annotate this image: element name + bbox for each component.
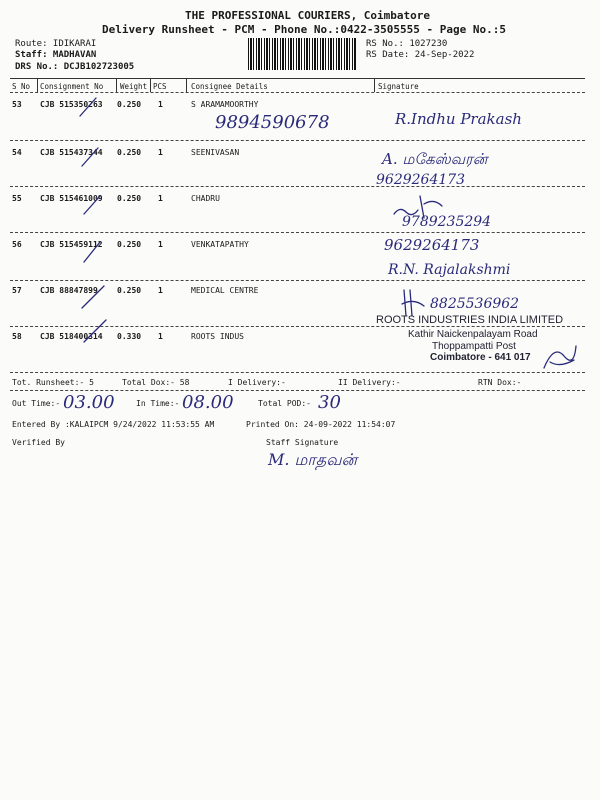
row-consignment: CJB 515461009 — [40, 194, 103, 203]
total-pod-value: 30 — [318, 392, 341, 413]
row-consignee: MEDICAL CENTRE — [191, 286, 259, 295]
staff-signature-label: Staff Signature — [266, 438, 339, 447]
handwritten-phone: 9894590678 — [215, 112, 330, 133]
i-delivery: I Delivery:- — [228, 378, 286, 387]
row-weight: 0.250 — [117, 240, 142, 249]
staff-signature: M. மாதவன் — [268, 450, 358, 469]
col-divider — [150, 78, 151, 92]
row-consignment: CJB 88847899 — [40, 286, 98, 295]
row-signature: 9789235294 — [402, 214, 492, 230]
row-sno: 56 — [12, 240, 22, 249]
stamp-company: ROOTS INDUSTRIES INDIA LIMITED — [376, 314, 564, 326]
row-sno: 58 — [12, 332, 22, 341]
col-pcs: PCS — [153, 82, 167, 91]
row-consignee: VENKATAPATHY — [191, 240, 249, 249]
row-sno: 55 — [12, 194, 22, 203]
entered-by: Entered By :KALAIPCM 9/24/2022 11:53:55 AM — [12, 420, 215, 429]
printed-on: Printed On: 24-09-2022 11:54:07 — [246, 420, 396, 429]
header-rule — [10, 92, 585, 93]
row-weight: 0.250 — [117, 100, 142, 109]
row-pcs: 1 — [158, 194, 163, 203]
row-pcs: 1 — [158, 332, 163, 341]
col-divider — [116, 78, 117, 92]
col-weight: Weight — [120, 82, 148, 91]
row-consignee: SEENIVASAN — [191, 148, 240, 157]
row-consignment: CJB 518400314 — [40, 332, 103, 341]
row-pcs: 1 — [158, 240, 163, 249]
stamp-address-2: Thoppampatti Post — [432, 341, 516, 352]
ii-delivery: II Delivery:- — [338, 378, 401, 387]
table-top-rule — [10, 78, 585, 79]
out-time-label: Out Time:- — [12, 399, 61, 408]
col-consignment: Consignment No — [40, 82, 104, 91]
total-runsheet: Tot. Runsheet:- 5 — [12, 378, 94, 387]
row-consignee: CHADRU — [191, 194, 220, 203]
total-dox: Total Dox:- 58 — [122, 378, 190, 387]
row-consignee: ROOTS INDUS — [191, 332, 244, 341]
row-signature-phone: 9629264173 — [384, 236, 480, 254]
col-consignee: Consignee Details — [191, 82, 268, 91]
col-sno: S No — [12, 82, 31, 91]
row-weight: 0.330 — [117, 332, 142, 341]
check-marks — [60, 96, 120, 346]
col-divider — [186, 78, 187, 92]
row-weight: 0.250 — [117, 286, 142, 295]
row-pcs: 1 — [158, 148, 163, 157]
total-pod-label: Total POD:- — [258, 399, 311, 408]
col-divider — [37, 78, 38, 92]
row-sno: 54 — [12, 148, 22, 157]
col-divider — [374, 78, 375, 92]
in-time-value: 08.00 — [182, 392, 234, 413]
out-time-value: 03.00 — [63, 392, 115, 413]
row-pcs: 1 — [158, 100, 163, 109]
rs-no-label: RS No.: 1027230 — [366, 39, 448, 49]
row-weight: 0.250 — [117, 194, 142, 203]
route-label: Route: IDIKARAI — [15, 39, 97, 49]
row-signature-phone: 8825536962 — [430, 296, 520, 312]
verified-by: Verified By — [12, 438, 65, 447]
row-consignment: CJB 515350263 — [40, 100, 103, 109]
row-pcs: 1 — [158, 286, 163, 295]
runsheet-subtitle: Delivery Runsheet - PCM - Phone No.:0422-3505555 - Page No.:5 — [102, 23, 506, 36]
row-rule — [10, 372, 585, 373]
in-time-label: In Time:- — [136, 399, 180, 408]
row-consignment: CJB 515459112 — [40, 240, 103, 249]
totals-rule — [10, 390, 585, 391]
row-weight: 0.250 — [117, 148, 142, 157]
row-consignee: S ARAMAMOORTHY — [191, 100, 259, 109]
rs-date-label: RS Date: 24-Sep-2022 — [366, 50, 475, 60]
drs-label: DRS No.: DCJB102723005 — [15, 62, 135, 72]
rtn-dox: RTN Dox:- — [478, 378, 522, 387]
staff-label: Staff: MADHAVAN — [15, 50, 97, 60]
company-title: THE PROFESSIONAL COURIERS, Coimbatore — [185, 9, 431, 22]
row-signature: R.N. Rajalakshmi — [388, 262, 511, 278]
row-sno: 53 — [12, 100, 22, 109]
row-signature: R.Indhu Prakash — [395, 110, 522, 128]
stamp-address-3: Coimbatore - 641 017 — [430, 352, 531, 363]
row-consignment: CJB 515437344 — [40, 148, 103, 157]
row-sno: 57 — [12, 286, 22, 295]
row-signature: A. மகேஸ்வரன் — [382, 150, 488, 168]
row-signature-phone: 9629264173 — [376, 172, 466, 188]
signature-scribble — [540, 338, 580, 374]
stamp-address-1: Kathir Naickenpalayam Road — [408, 329, 538, 340]
barcode — [248, 38, 356, 70]
col-signature: Signature — [378, 82, 419, 91]
